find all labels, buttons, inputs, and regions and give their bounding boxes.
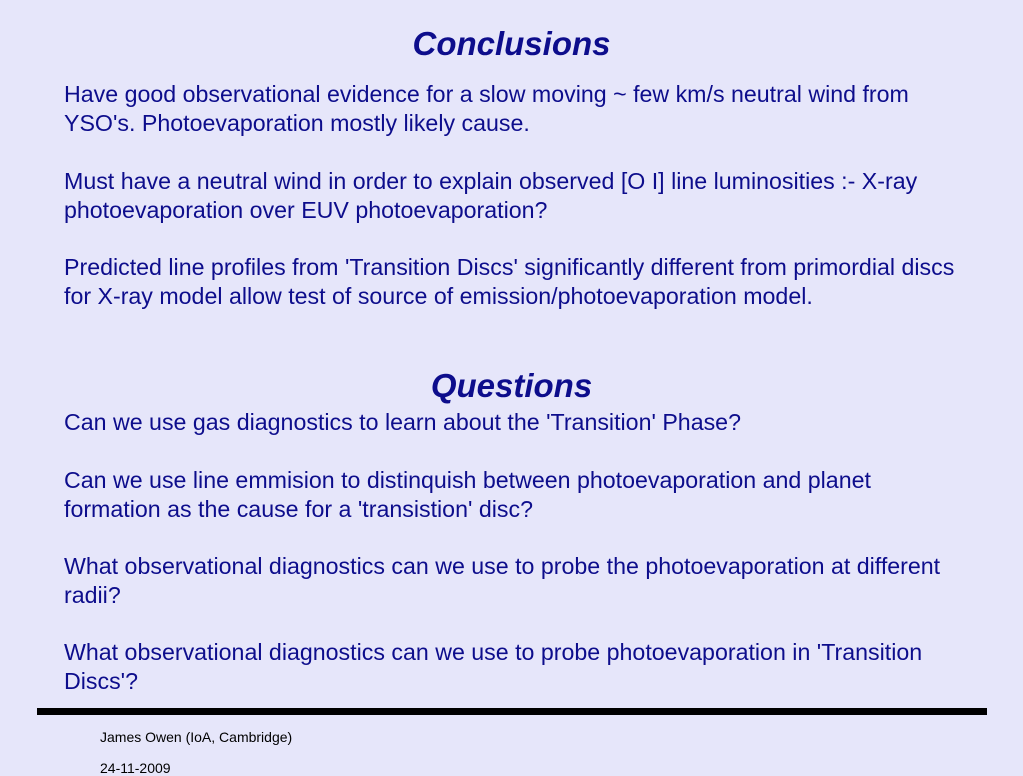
conclusion-paragraph: Have good observational evidence for a slow moving ~ few km/s neutral wind from YSO's. Photoevaporation mostly likely cause. [64, 81, 909, 136]
question-paragraph: What observational diagnostics can we use to probe photoevaporation in 'Transition Discs'? [64, 639, 923, 694]
questions-heading: Questions [430, 367, 593, 404]
conclusions-heading: Conclusions [412, 25, 611, 62]
footer-divider [37, 708, 987, 715]
footer-author: James Owen (IoA, Cambridge) [100, 729, 293, 745]
conclusion-paragraph: Must have a neutral wind in order to explain observed [O I] line luminosities :- X-ray photoevaporation over EUV photoevaporation? [64, 168, 918, 223]
footer-date: 24-11-2009 [100, 760, 171, 776]
question-paragraph: Can we use line emmision to distinquish between photoevaporation and planet formation as the cause for a 'transistion' disc? [64, 467, 871, 522]
conclusion-paragraph: Predicted line profiles from 'Transition Discs' significantly different from primordial discs for X-ray model allow test of source of emission/photoevaporation model. [64, 254, 955, 309]
question-paragraph: What observational diagnostics can we use to probe the photoevaporation at different radii? [64, 553, 941, 608]
question-paragraph: Can we use gas diagnostics to learn about the 'Transition' Phase? [64, 409, 741, 435]
